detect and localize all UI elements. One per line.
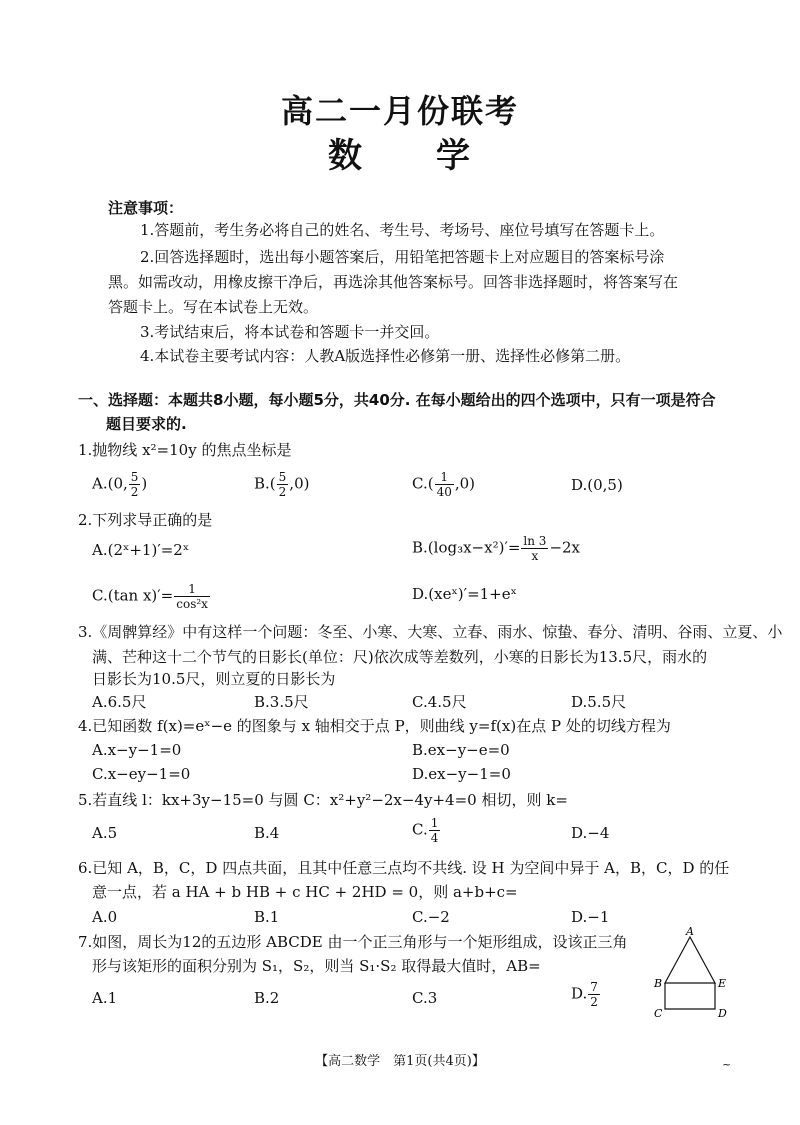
q6-option-c: C.−2 [412, 908, 450, 926]
notice-heading: 注意事项： [108, 199, 184, 217]
numerator: 7 [590, 980, 598, 994]
q7-option-d [571, 980, 601, 1009]
q1-option-a [92, 470, 147, 499]
q4-option-b: B.ex−y−e=0 [412, 741, 510, 759]
question-4-stem: 4.已知函数 f(x)=eˣ−e 的图象与 x 轴相交于点 P，则曲线 y=f(x)在点 P 处的切线方程为 [78, 717, 671, 735]
option-label: B. [254, 474, 270, 493]
numerator: 1 [174, 582, 210, 597]
notice-item: 黑。如需改动，用橡皮擦干净后，再选涂其他答案标号。回答非选择题时，将答案写在 [108, 273, 679, 291]
q1-option-b [254, 470, 309, 499]
triangle-shape [665, 937, 715, 983]
q3-option-b: B.3.5尺 [254, 693, 309, 711]
rectangle-shape [665, 983, 715, 1009]
option-label: D. [571, 984, 588, 1003]
notice-item: 2.回答选择题时，选出每小题答案后，用铅笔把答题卡上对应题目的答案标号涂 [140, 248, 665, 266]
corner-mark: ~ [722, 1058, 732, 1071]
fraction [277, 470, 289, 499]
question-7-line: 形与该矩形的面积分别为 S₁，S₂，则当 S₁·S₂ 取得最大值时，AB= [92, 957, 541, 975]
question-5-stem: 5.若直线 l：kx+3y−15=0 与圆 C：x²+y²−2x−4y+4=0 相切，则 k= [78, 791, 568, 809]
fraction [435, 470, 454, 499]
q2-option-a: A.(2ˣ+1)′=2ˣ [92, 541, 190, 559]
numerator: 5 [130, 470, 139, 484]
question-3-line: 日影长为10.5尺，则立夏的日影长为 [92, 670, 336, 688]
q5-option-d: D.−4 [571, 824, 610, 842]
q4-option-c: C.x−ey−1=0 [92, 765, 191, 783]
option-text: ( [427, 474, 434, 493]
page-footer: 【高二数学 第1页(共4页)】 [315, 1054, 485, 1069]
option-text: −2x [549, 538, 581, 557]
option-text: ,0) [454, 474, 476, 493]
q3-option-c: C.4.5尺 [412, 693, 467, 711]
option-text: ,0) [289, 474, 310, 493]
q4-option-a: A.x−y−1=0 [92, 741, 182, 759]
denominator: 40 [436, 485, 452, 499]
question-3-line: 3.《周髀算经》中有这样一个问题：冬至、小寒、大寒、立春、雨水、惊蛰、春分、清明、谷雨、立夏、小 [78, 623, 783, 641]
q7-option-b: B.2 [254, 989, 280, 1007]
q2-option-b [412, 534, 580, 563]
option-label: C. [412, 820, 428, 839]
option-text: B.(log₃x−x²)′= [412, 538, 521, 557]
q6-option-a: A.0 [92, 908, 118, 926]
q3-option-d: D.5.5尺 [571, 693, 627, 711]
option-label: C. [412, 474, 428, 493]
notice-item: 答题卡上。写在本试卷上无效。 [108, 298, 319, 316]
denominator: 4 [430, 831, 439, 845]
numerator: 1 [430, 816, 439, 830]
subject-title: 数 学 [328, 136, 472, 176]
q3-option-a: A.6.5尺 [92, 693, 147, 711]
option-label: A. [92, 474, 108, 493]
section-heading: 一、选择题：本题共8小题，每小题5分，共40分. 在每小题给出的四个选项中，只有一项是符合 [78, 391, 716, 409]
q5-option-b: B.4 [254, 824, 280, 842]
numerator: 5 [278, 470, 287, 484]
question-6-line: 意一点，若 a HA + b HB + c HC + 2HD = 0，则 a+b+c= [92, 883, 518, 901]
denominator: 2 [590, 995, 598, 1009]
denominator: x [531, 549, 539, 563]
notice-item: 1.答题前，考生务必将自己的姓名、考生号、考场号、座位号填写在答题卡上。 [140, 221, 665, 239]
fraction [129, 470, 141, 499]
pentagon-figure [640, 925, 740, 1025]
option-text: (0, [107, 474, 128, 493]
question-6-line: 6.已知 A，B，C，D 四点共面，且其中任意三点均不共线. 设 H 为空间中异于 A，B，C，D 的任 [78, 859, 730, 877]
vertex-label-b: B [654, 977, 663, 990]
q5-option-c [412, 816, 441, 845]
option-text: ) [141, 474, 148, 493]
vertex-label-a: A [686, 925, 694, 938]
q1-option-d: D.(0,5) [571, 476, 623, 494]
q7-option-c: C.3 [412, 989, 438, 1007]
option-text: C.(tan x)′= [92, 586, 174, 605]
q6-option-d: D.−1 [571, 908, 610, 926]
vertex-label-e: E [718, 977, 727, 990]
question-2-stem: 2.下列求导正确的是 [78, 511, 213, 529]
q6-option-b: B.1 [254, 908, 280, 926]
fraction [429, 816, 441, 845]
question-1-stem: 1.抛物线 x²=10y 的焦点坐标是 [78, 441, 292, 459]
fraction [588, 980, 600, 1009]
vertex-label-c: C [654, 1007, 663, 1020]
option-text: ( [269, 474, 276, 493]
exam-title: 高二一月份联考 [280, 92, 519, 130]
question-7-line: 7.如图，周长为12的五边形 ABCDE 由一个正三角形与一个矩形组成，设该正三角 [78, 933, 628, 951]
notice-item: 4.本试卷主要考试内容：人教A版选择性必修第一册、选择性必修第二册。 [140, 347, 631, 365]
q2-option-c [92, 582, 211, 611]
denominator: 2 [130, 485, 139, 499]
numerator: 1 [435, 470, 454, 485]
q2-option-d: D.(xeˣ)′=1+eˣ [412, 585, 517, 603]
section-heading-cont: 题目要求的. [106, 415, 187, 433]
q5-option-a: A.5 [92, 824, 118, 842]
fraction [521, 534, 548, 563]
q4-option-d: D.ex−y−1=0 [412, 765, 511, 783]
question-3-line: 满、芒种这十二个节气的日影长(单位：尺)依次成等差数列，小寒的日影长为13.5尺，雨水的 [92, 648, 708, 666]
denominator: 2 [278, 485, 287, 499]
numerator: ln 3 [523, 534, 547, 548]
fraction [174, 582, 210, 611]
vertex-label-d: D [718, 1007, 727, 1020]
q1-option-c [412, 470, 475, 499]
denominator: cos²x [176, 597, 208, 611]
q7-option-a: A.1 [92, 989, 118, 1007]
notice-item: 3.考试结束后，将本试卷和答题卡一并交回。 [140, 323, 440, 341]
